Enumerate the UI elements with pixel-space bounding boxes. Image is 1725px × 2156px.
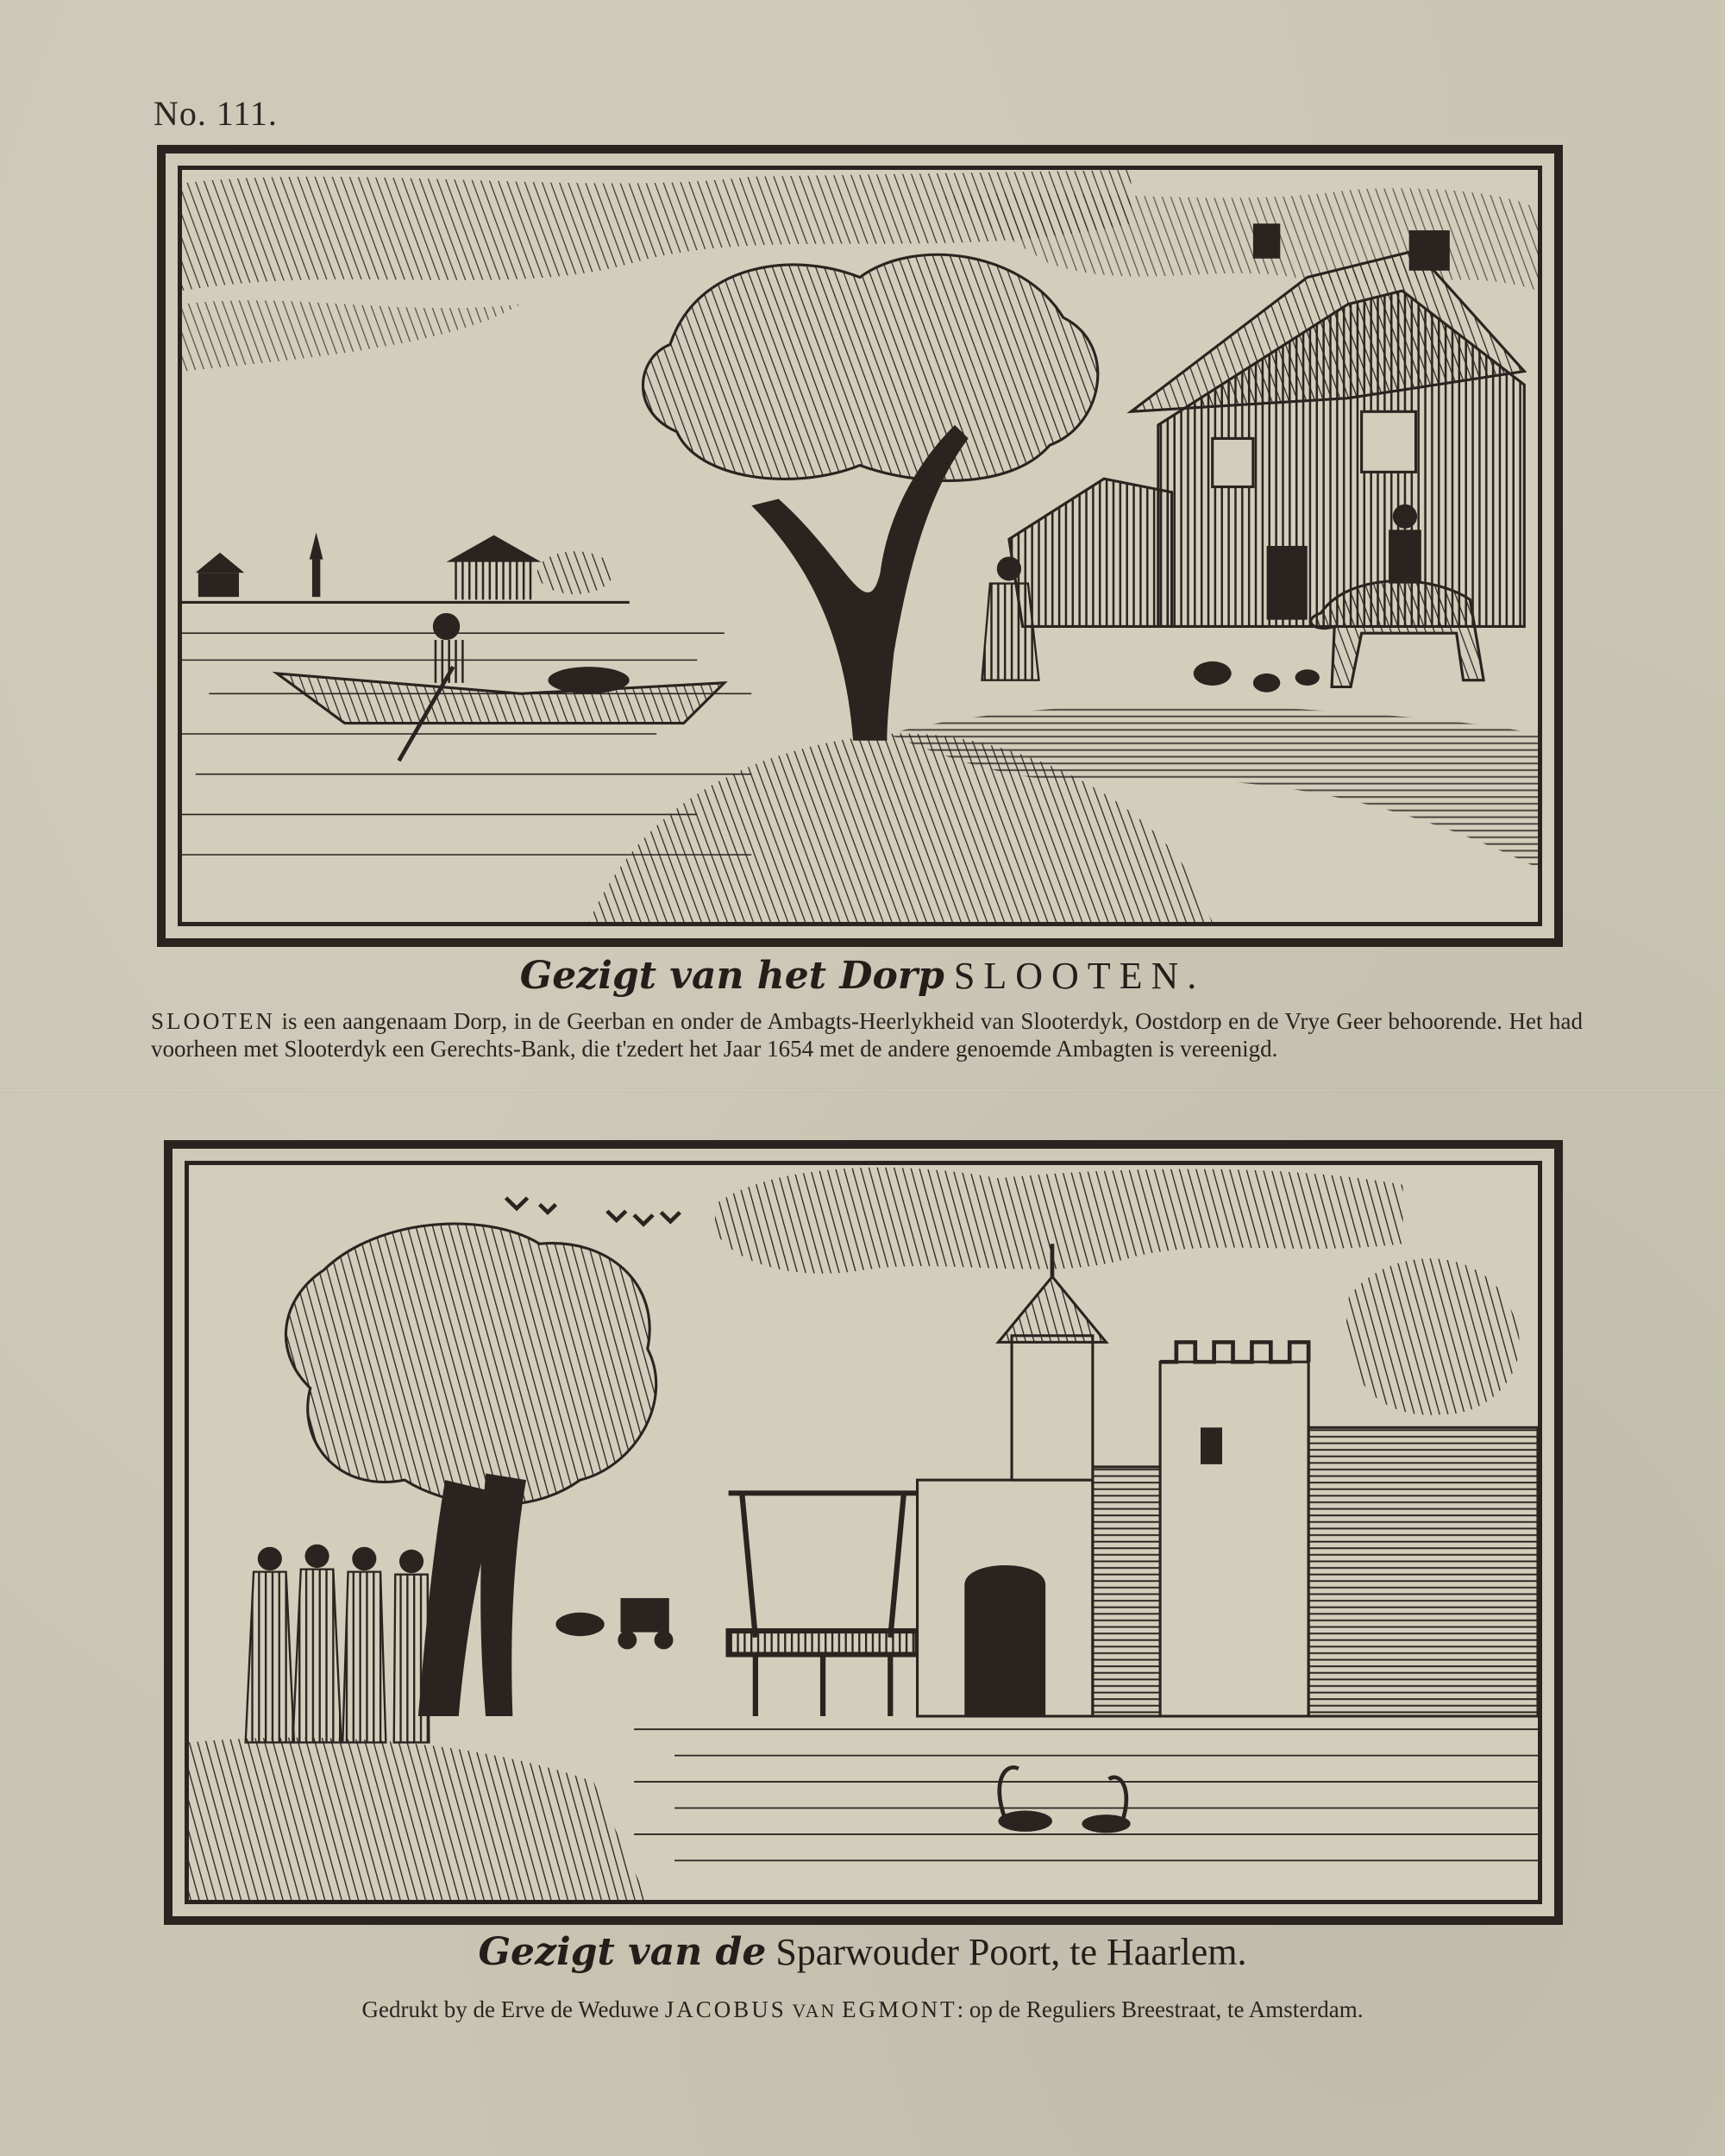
plate-top-title-name: SLOOTEN. — [953, 955, 1206, 997]
sheet-number: No. 111. — [154, 94, 278, 133]
swans — [998, 1767, 1130, 1833]
city-gate — [918, 1244, 1538, 1716]
rowing-boat — [277, 613, 724, 761]
description-lead: SLOOTEN — [151, 1008, 275, 1034]
imprint-printer-van: VAN — [792, 2000, 837, 2021]
coach — [555, 1598, 673, 1649]
description-body: is een aangenaam Dorp, in de Geerban en onder de Ambagts-Heerlykheid van Slooterdyk, Oostdorp en de Vrye Geer behoorende. Het had voorheen met Slooterdyk een Gerechts-Bank, die t'zedert het Jaar 1654 met de andere genoemde Ambagten is vereenigd. — [151, 1008, 1584, 1062]
imprint-printer-first: JACOBUS — [664, 1996, 787, 2022]
woodcut-sparwouder-poort — [164, 1140, 1563, 1925]
drawbridge — [729, 1493, 918, 1716]
distant-village — [182, 532, 630, 602]
riverbank — [189, 1738, 648, 1900]
birds — [506, 1198, 681, 1224]
chickens — [1194, 661, 1320, 693]
canal — [634, 1729, 1538, 1860]
plate-bottom-title — [0, 1930, 1725, 1974]
printer-imprint — [0, 1996, 1725, 2023]
plate-bottom-title-prefix: Gezigt van de — [478, 1930, 767, 1974]
imprint-after: : op de Reguliers Breestraat, te Amsterdam. — [957, 1996, 1364, 2022]
plate-top-title — [0, 954, 1725, 998]
tree-group — [285, 1224, 656, 1716]
imprint-before: Gedrukt by de Erve de Weduwe — [361, 1996, 659, 2022]
gentlemen-group — [246, 1545, 430, 1743]
plate-top-description — [151, 1007, 1583, 1062]
slooten-illustration — [182, 170, 1538, 922]
plate-bottom-title-rest: Sparwouder Poort, te Haarlem. — [775, 1931, 1247, 1973]
imprint-printer-last: EGMONT — [842, 1996, 957, 2022]
farmhouse — [1009, 223, 1524, 626]
paper-fold — [0, 1088, 1725, 1092]
woodcut-slooten — [157, 145, 1563, 947]
woodcut-slooten-image — [178, 166, 1542, 926]
woodcut-sparwouder-poort-image — [185, 1161, 1542, 1904]
sparwouder-illustration — [189, 1165, 1538, 1900]
storm-cloud — [715, 1168, 1403, 1274]
plate-top-title-prefix: Gezigt van het Dorp — [519, 954, 944, 998]
